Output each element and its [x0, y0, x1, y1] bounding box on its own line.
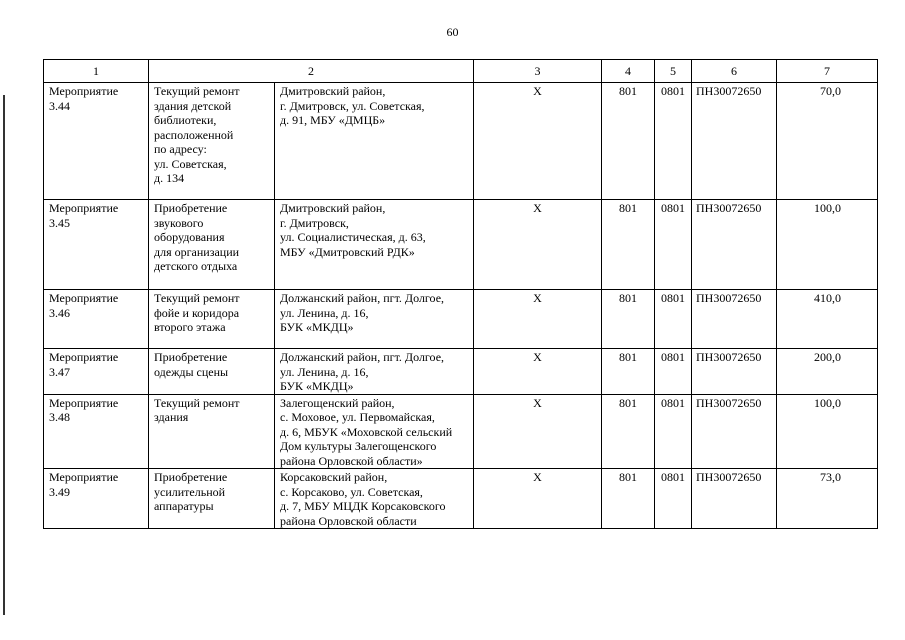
target-code-cell: ПН30072650	[692, 349, 777, 395]
table-row	[44, 83, 878, 200]
marker-cell: Х	[474, 469, 602, 529]
header-col-7: 7	[777, 60, 878, 83]
section-cell: 0801	[655, 200, 692, 290]
marker-cell: Х	[474, 290, 602, 349]
code-cell: 801	[602, 349, 655, 395]
table-body	[44, 83, 878, 529]
location-cell: Дмитровский район, г. Дмитровск, ул. Социалистическая, д. 63, МБУ «Дмитровский РДК»	[275, 200, 474, 290]
amount-cell: 100,0	[777, 200, 878, 290]
section-cell: 0801	[655, 394, 692, 469]
header-col-4: 4	[602, 60, 655, 83]
target-code-cell: ПН30072650	[692, 394, 777, 469]
amount-cell: 73,0	[777, 469, 878, 529]
location-cell: Должанский район, пгт. Долгое, ул. Ленина, д. 16, БУК «МКДЦ»	[275, 290, 474, 349]
description-cell: Текущий ремонт здания	[149, 394, 275, 469]
header-row	[44, 60, 878, 83]
description-cell: Приобретение звукового оборудования для организации детского отдыха	[149, 200, 275, 290]
location-cell: Дмитровский район, г. Дмитровск, ул. Советская, д. 91, МБУ «ДМЦБ»	[275, 83, 474, 200]
marker-cell: Х	[474, 349, 602, 395]
section-cell: 0801	[655, 83, 692, 200]
event-cell: Мероприятие 3.48	[44, 394, 149, 469]
event-cell: Мероприятие 3.49	[44, 469, 149, 529]
section-cell: 0801	[655, 290, 692, 349]
event-cell: Мероприятие 3.45	[44, 200, 149, 290]
scan-edge-line	[3, 95, 5, 615]
code-cell: 801	[602, 83, 655, 200]
code-cell: 801	[602, 469, 655, 529]
table-row	[44, 394, 878, 469]
amount-cell: 70,0	[777, 83, 878, 200]
header-col-3: 3	[474, 60, 602, 83]
location-cell: Корсаковский район, с. Корсаково, ул. Советская, д. 7, МБУ МЦДК Корсаковского района Орловской области	[275, 469, 474, 529]
table-row	[44, 469, 878, 529]
header-col-1: 1	[44, 60, 149, 83]
description-cell: Приобретение одежды сцены	[149, 349, 275, 395]
target-code-cell: ПН30072650	[692, 469, 777, 529]
marker-cell: Х	[474, 83, 602, 200]
amount-cell: 410,0	[777, 290, 878, 349]
section-cell: 0801	[655, 349, 692, 395]
event-cell: Мероприятие 3.44	[44, 83, 149, 200]
budget-table	[43, 59, 878, 529]
description-cell: Текущий ремонт фойе и коридора второго этажа	[149, 290, 275, 349]
header-col-5: 5	[655, 60, 692, 83]
table-row	[44, 349, 878, 395]
description-cell: Текущий ремонт здания детской библиотеки, расположенной по адресу: ул. Советская, д. 134	[149, 83, 275, 200]
code-cell: 801	[602, 290, 655, 349]
code-cell: 801	[602, 394, 655, 469]
header-col-6: 6	[692, 60, 777, 83]
table-row	[44, 200, 878, 290]
event-cell: Мероприятие 3.47	[44, 349, 149, 395]
marker-cell: Х	[474, 394, 602, 469]
marker-cell: Х	[474, 200, 602, 290]
header-col-2: 2	[149, 60, 474, 83]
page-number: 60	[446, 25, 459, 39]
target-code-cell: ПН30072650	[692, 200, 777, 290]
event-cell: Мероприятие 3.46	[44, 290, 149, 349]
table-row	[44, 290, 878, 349]
section-cell: 0801	[655, 469, 692, 529]
code-cell: 801	[602, 200, 655, 290]
amount-cell: 200,0	[777, 349, 878, 395]
amount-cell: 100,0	[777, 394, 878, 469]
description-cell: Приобретение усилительной аппаратуры	[149, 469, 275, 529]
target-code-cell: ПН30072650	[692, 290, 777, 349]
location-cell: Должанский район, пгт. Долгое, ул. Ленина, д. 16, БУК «МКДЦ»	[275, 349, 474, 395]
target-code-cell: ПН30072650	[692, 83, 777, 200]
location-cell: Залегощенский район, с. Моховое, ул. Первомайская, д. 6, МБУК «Моховской сельский Дом культуры Залегощенского района Орловской области»	[275, 394, 474, 469]
